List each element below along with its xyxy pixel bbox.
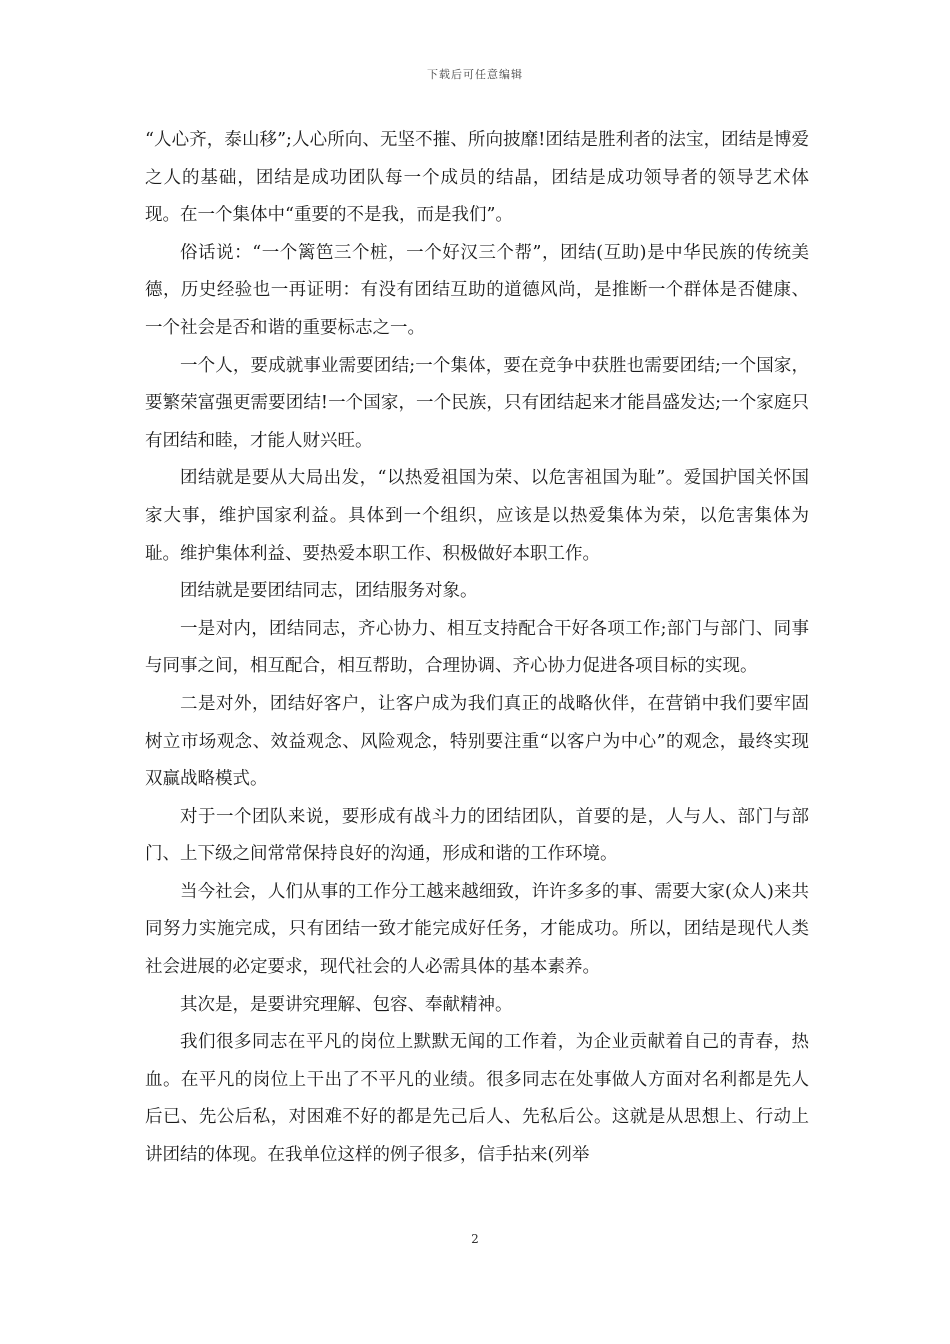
paragraph: 一是对内，团结同志，齐心协力、相互支持配合干好各项工作;部门与部门、同事与同事之间，相互配合，相互帮助，合理协调、齐心协力促进各项目标的实现。 (145, 618, 809, 677)
paragraph: 其次是，是要讲究理解、包容、奉献精神。 (180, 994, 513, 1015)
paragraph: 团结就是要团结同志，团结服务对象。 (180, 581, 478, 602)
paragraph: 二是对外，团结好客户，让客户成为我们真正的战略伙伴，在营销中我们要牢固树立市场观念、效益观念、风险观念，特别要注重“以客户为中心”的观念，最终实现双赢战略模式。 (145, 693, 809, 790)
paragraph: 对于一个团队来说，要形成有战斗力的团结团队，首要的是，人与人、部门与部门、上下级之间常常保持良好的沟通，形成和谐的工作环境。 (145, 806, 809, 865)
paragraph: “人心齐，泰山移”;人心所向、无坚不摧、所向披靡!团结是胜利者的法宝，团结是博爱之人的基础，团结是成功团队每一个成员的结晶，团结是成功领导者的领导艺术体现。在一个集体中“重要的不是我，而是我们”。 (145, 130, 809, 226)
paragraph: 俗话说：“一个篱笆三个桩，一个好汉三个帮”，团结(互助)是中华民族的传统美德，历史经验也一再证明：有没有团结互助的道德风尚，是推断一个群体是否健康、一个社会是否和谐的重要标志之一。 (145, 242, 809, 338)
document-body (145, 122, 809, 1175)
paragraph: 团结就是要从大局出发，“以热爱祖国为荣、以危害祖国为耻”。爱国护国关怀国家大事，维护国家利益。具体到一个组织，应该是以热爱集体为荣，以危害集体为耻。维护集体利益、要热爱本职工作、积极做好本职工作。 (145, 468, 809, 564)
paragraph: 我们很多同志在平凡的岗位上默默无闻的工作着，为企业贡献着自己的青春，热血。在平凡的岗位上干出了不平凡的业绩。很多同志在处事做人方面对名利都是先人后已、先公后私，对困难不好的都是先己后人、先私后公。这就是从思想上、行动上讲团结的体现。在我单位这样的例子很多，信手拈来(列举 (145, 1032, 809, 1166)
page-header: 下载后可任意编辑 (427, 68, 523, 81)
paragraph: 当今社会，人们从事的工作分工越来越细致，许许多多的事、需要大家(众人)来共同努力实施完成，只有团结一致才能完成好任务，才能成功。所以，团结是现代人类社会进展的必定要求，现代社会的人必需具体的基本素养。 (145, 881, 809, 978)
page-number: 2 (471, 1232, 479, 1246)
paragraph: 一个人，要成就事业需要团结;一个集体，要在竞争中获胜也需要团结;一个国家，要繁荣富强更需要团结!一个国家，一个民族，只有团结起来才能昌盛发达;一个家庭只有团结和睦，才能人财兴旺。 (145, 355, 809, 451)
